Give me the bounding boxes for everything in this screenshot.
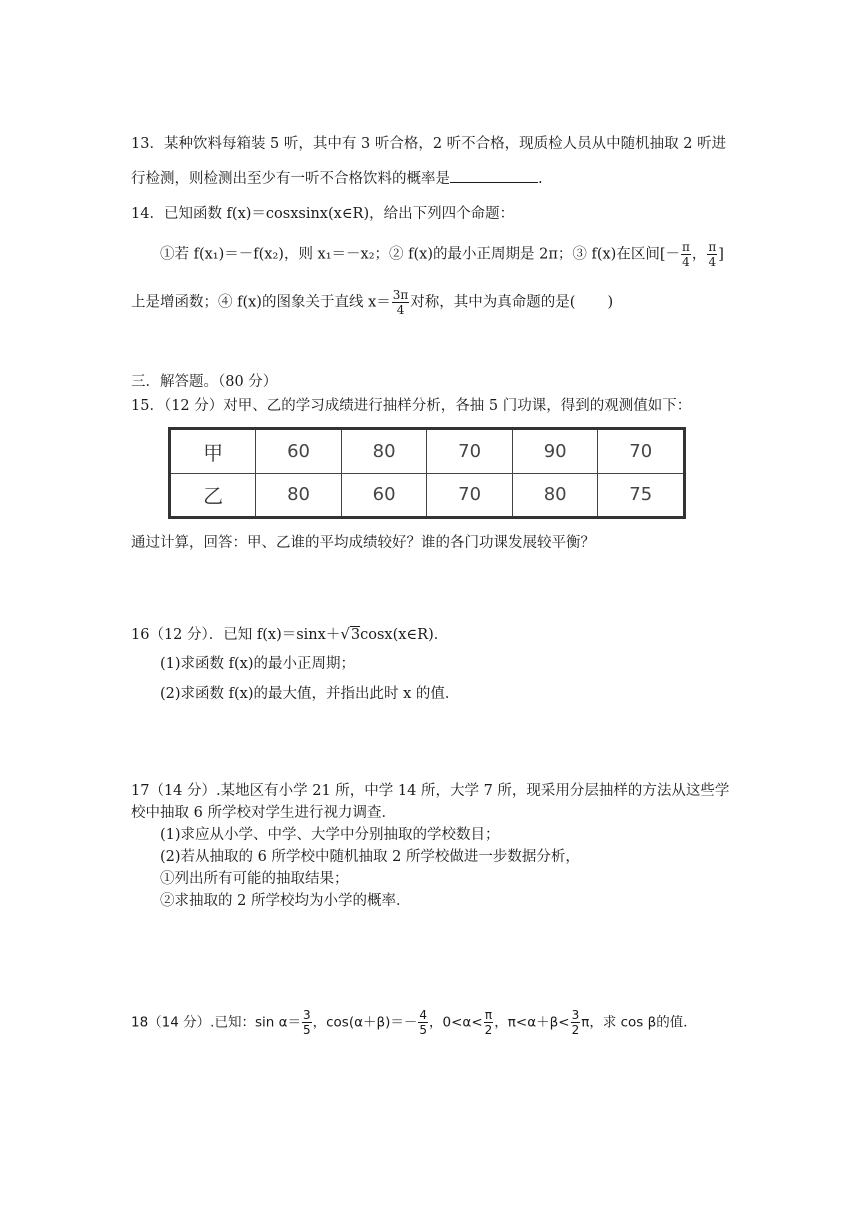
q14-frac-pi-over-4: $\frac{\pi}{4}$ [708,240,717,269]
row-label-jia: 甲 [170,429,256,474]
q14-line3 [131,288,613,317]
table-cell: 90 [512,429,598,474]
table-row [170,429,685,474]
section-heading: 三．解答题。（80 分） [131,374,278,390]
q13-line2-text: 行检测，则检测出至少有一听不合格饮料的概率是 [131,171,450,187]
q17-sub2b: ②求抽取的 2 所学校均为小学的概率． [160,893,411,909]
q17-line1: 17（14 分）.某地区有小学 21 所，中学 14 所，大学 7 所，现采用分层抽样的方法从这些学 [131,783,730,799]
q16-line1 [131,624,448,645]
q17-line2: 校中抽取 6 所学校对学生进行视力调查． [131,805,396,821]
table-cell: 70 [427,429,513,474]
row-label-yi: 乙 [170,473,256,518]
table-cell: 80 [341,429,427,474]
q14-line3-text: 上是增函数；④ f(x)的图象关于直线 x＝ [131,294,391,311]
q18-suffix: π，求 cos β的值． [581,1014,697,1031]
q17-sub2a: ①列出所有可能的抽取结果； [160,871,349,887]
q14-line2 [160,240,724,269]
q14-line3-text-b: 对称，其中为真命题的是( [410,294,576,311]
table-cell: 80 [512,473,598,518]
q18-mid3: ，π<α＋β< [494,1014,570,1031]
table-cell: 80 [256,473,342,518]
table-cell: 70 [598,429,685,474]
q18-frac-3-2: $\frac{3}{2}$ [571,1008,580,1037]
q14-line1: 14．已知函数 f(x)＝cosxsinx(x∈R)，给出下列四个命题： [131,206,515,222]
q16-sub1: (1)求函数 f(x)的最小正周期； [160,656,356,672]
q16-sqrt-value: 3 [350,627,361,643]
q18-prefix: 18（14 分）.已知：sin α＝ [131,1014,301,1031]
table-row [170,473,685,518]
q18-frac-4-5: $\frac{4}{5}$ [419,1008,428,1037]
q18-frac-3-5: $\frac{3}{5}$ [302,1008,311,1037]
q14-line2-text: ①若 f(x₁)＝－f(x₂)，则 x₁＝－x₂；② f(x)的最小正周期是 2π；③ f(x)在区间[－ [160,246,680,263]
q15-line1: 15．（12 分）对甲、乙的学习成绩进行抽样分析，各抽 5 门功课，得到的观测值如下： [131,398,692,414]
table-cell: 75 [598,473,685,518]
q16-line1-text: 16（12 分）．已知 f(x)＝sinx＋ [131,627,341,643]
q14-bracket-close: ] [718,246,724,263]
q14-comma: ， [691,246,707,263]
scores-table [168,427,686,519]
q18-mid1: ，cos(α＋β)＝－ [312,1014,418,1031]
q16-sub2: (2)求函数 f(x)的最大值，并指出此时 x 的值． [160,686,460,702]
q13-line1: 13．某种饮料每箱装 5 听，其中有 3 听合格，2 听不合格，现质检人员从中随机抽取 2 听进 [131,136,727,152]
q18-frac-pi-2: $\frac{\pi}{2}$ [484,1008,493,1037]
table-cell: 60 [341,473,427,518]
q16-line1-text-b: cosx(x∈R)． [360,627,449,643]
q14-frac-3pi-over-4: $\frac{3\pi}{4}$ [392,288,409,317]
q13-line2-end: . [538,171,543,187]
q17-sub2: (2)若从抽取的 6 所学校中随机抽取 2 所学校做进一步数据分析， [160,849,580,865]
q15-line2: 通过计算，回答：甲、乙谁的平均成绩较好？谁的各门功课发展较平衡？ [131,535,595,551]
q13-line2 [131,168,543,189]
q17-sub1: (1)求应从小学、中学、大学中分别抽取的学校数目； [160,827,500,843]
answer-blank [450,168,538,183]
table-cell: 60 [256,429,342,474]
q14-frac-neg-pi-over-4: $\frac{\pi}{4}$ [682,240,690,269]
sqrt-icon: √ [340,625,350,643]
table-cell: 70 [427,473,513,518]
q18-mid2: ，0<α< [429,1014,483,1031]
q14-paren-close: ) [607,294,614,311]
q18-line [131,1008,697,1037]
